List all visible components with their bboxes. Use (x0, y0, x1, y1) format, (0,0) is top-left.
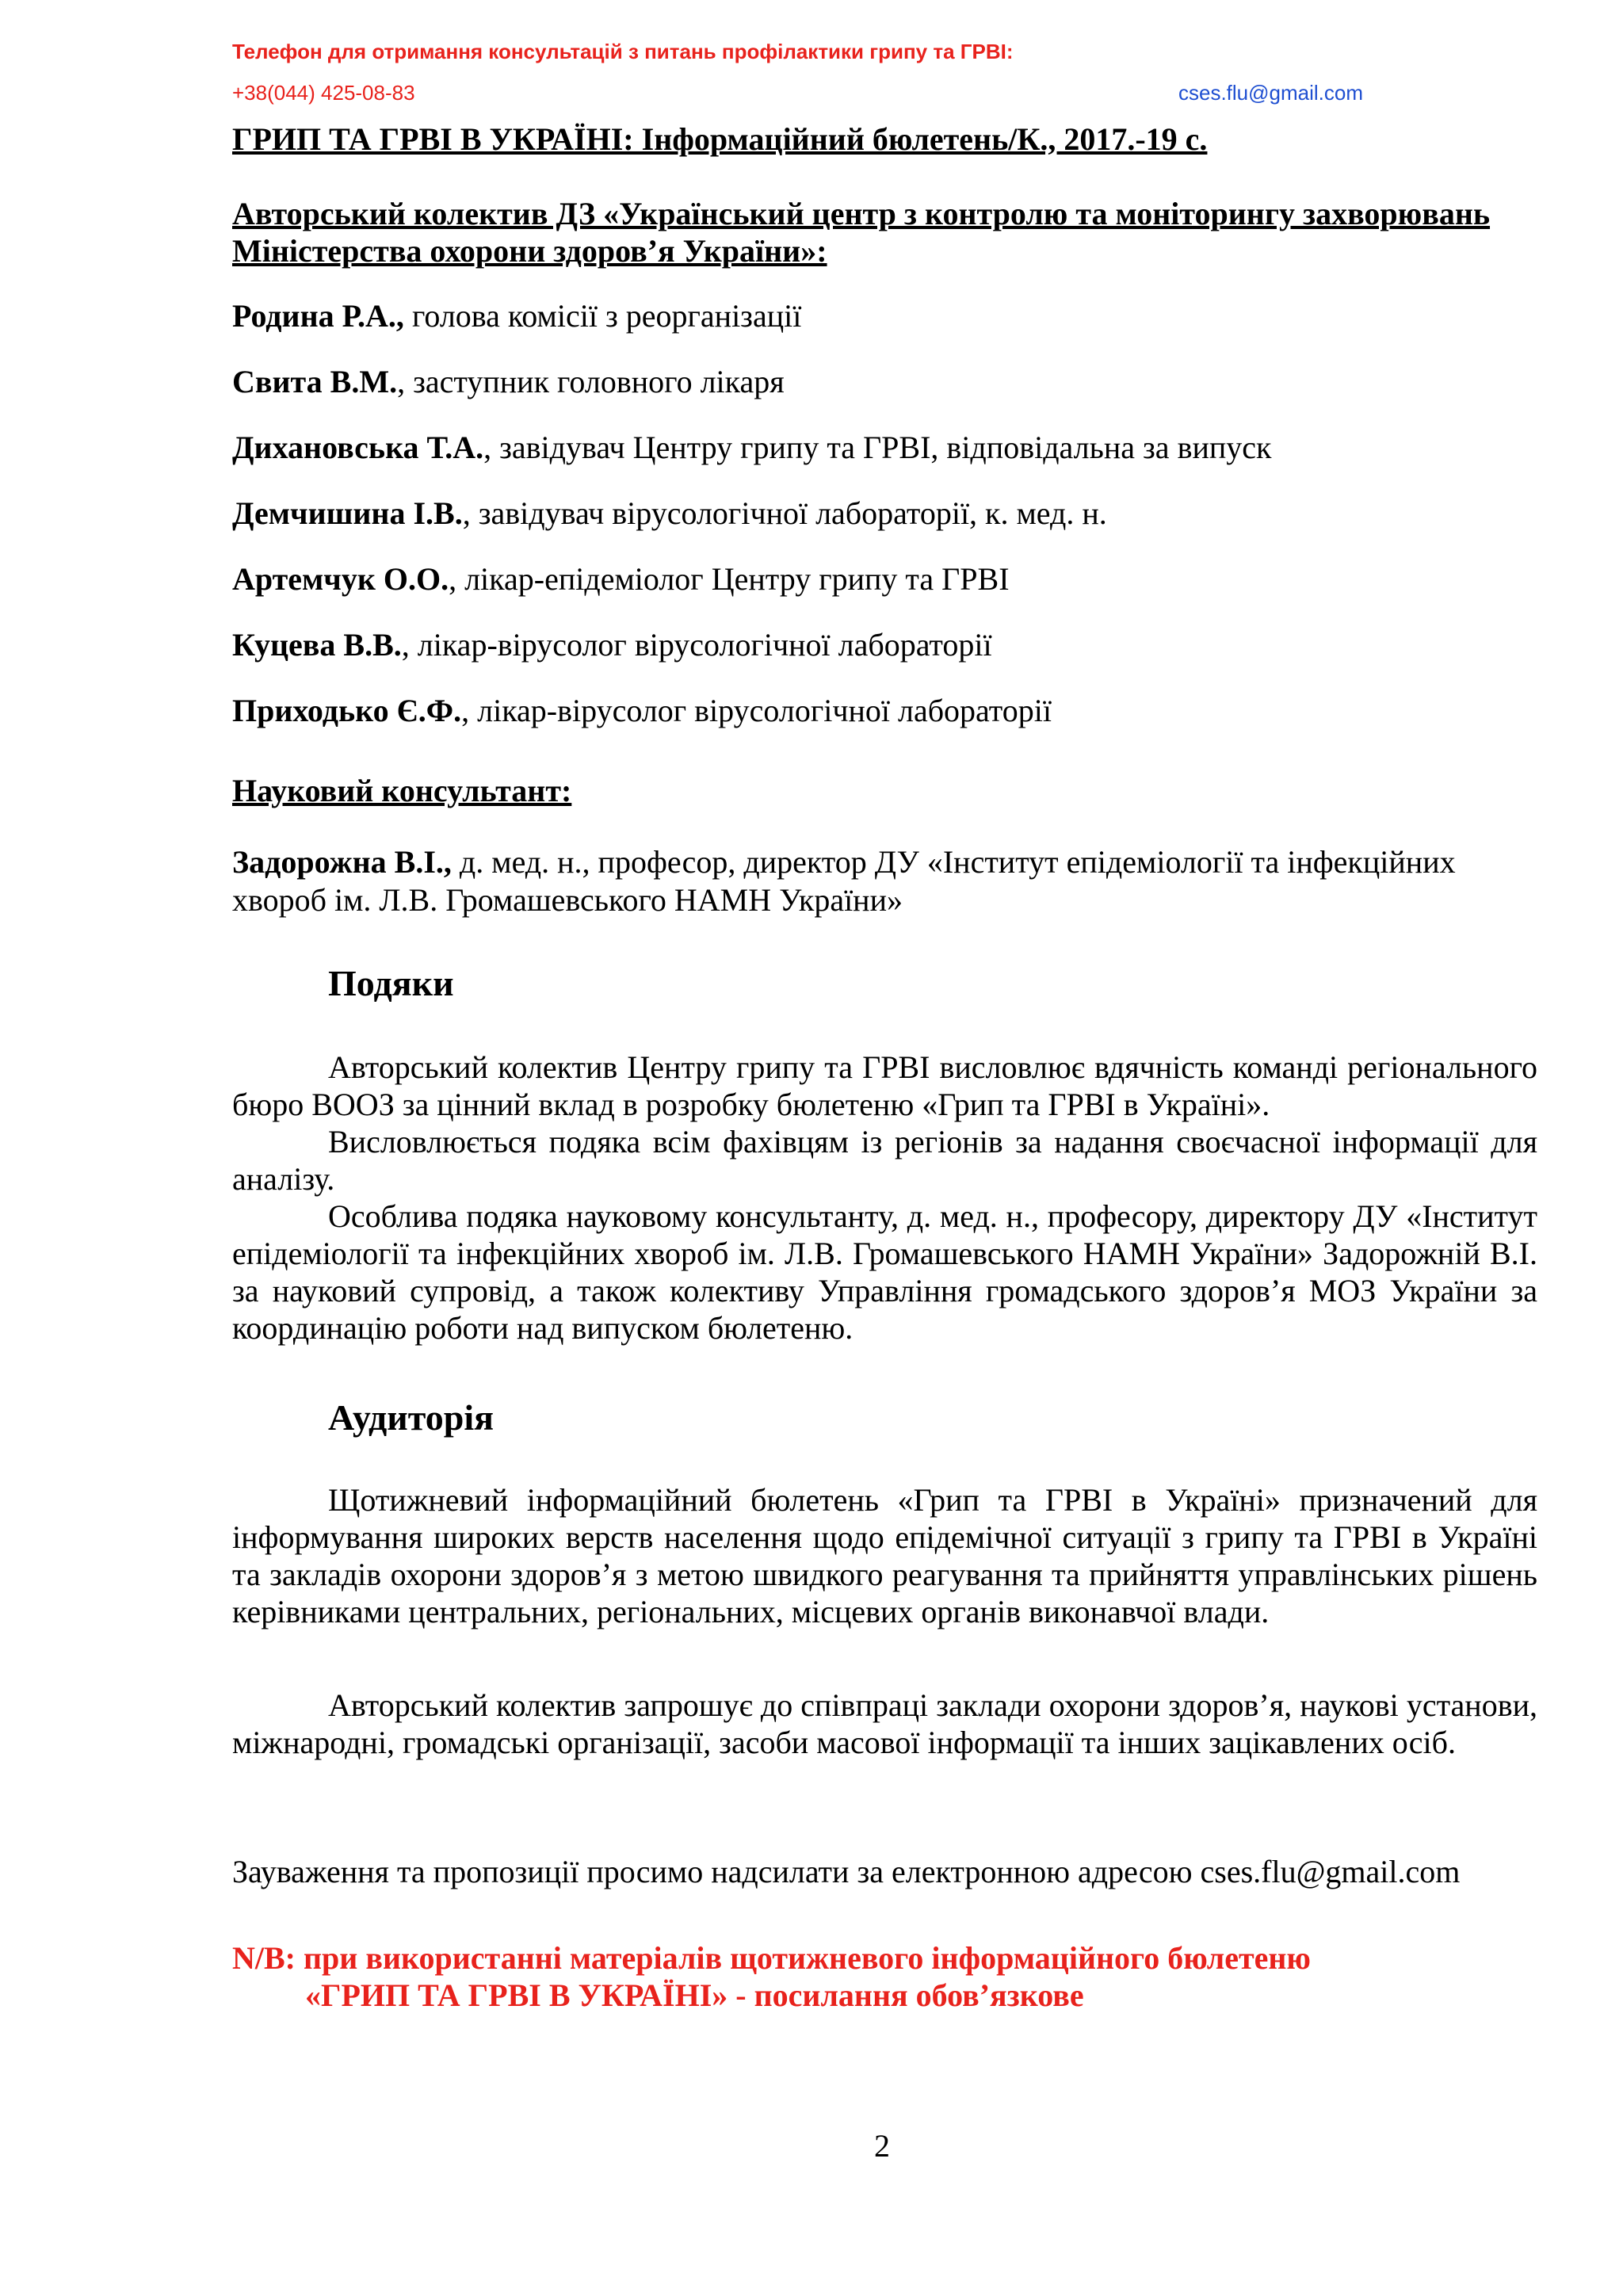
author-entry (232, 692, 1052, 729)
consultant-name: Задорожна В.І., (232, 844, 452, 880)
author-role: голова комісії з реорганізації (403, 298, 802, 334)
author-role: , завідувач вірусологічної лабораторії, к. мед. н. (462, 495, 1107, 531)
author-entry (232, 626, 992, 663)
contact-line: Зауваження та пропозиції просимо надсилати за електронною адресою cses.flu@gmail.com (232, 1854, 1461, 1889)
hotline-phone: +38(044) 425-08-83 (232, 81, 415, 105)
page-number: 2 (874, 2128, 890, 2164)
author-entry (232, 495, 1107, 532)
author-role: , лікар-вірусолог вірусологічної лабораторії (461, 693, 1052, 728)
author-entry (232, 363, 785, 400)
author-name: Куцева В.В. (232, 627, 402, 663)
authors-heading-line1: Авторський колектив ДЗ «Український центр з контролю та моніторингу захворювань (232, 196, 1491, 231)
thanks-heading: Подяки (328, 963, 454, 1003)
author-name: Родина Р.А., (232, 298, 404, 334)
thanks-paragraph: Особлива подяка науковому консультанту, д. мед. н., професору, директору ДУ «Інститут епідеміології та інфекційних хвороб ім. Л.В. Громашевського НАМН України» Задорожній В.І. за науковий супровід, а також колективу Управління громадського здоров’я МОЗ України за координацію роботи над випуском бюлетеню. (232, 1198, 1537, 1346)
author-role: , лікар-вірусолог вірусологічної лабораторії (401, 627, 992, 663)
thanks-paragraph: Авторський колектив Центру грипу та ГРВІ висловлює вдячність команді регіонального бюро ВООЗ за цінний вклад в розробку бюлетеню «Грип та ГРВІ в Україні». (232, 1049, 1537, 1122)
author-name: Приходько Є.Ф. (232, 693, 462, 728)
authors-heading (232, 195, 1490, 269)
hotline-title: Телефон для отримання консультацій з питань профілактики грипу та ГРВІ: (232, 40, 1014, 63)
author-role: , заступник головного лікаря (397, 364, 785, 399)
author-entry (232, 560, 1010, 598)
audience-heading: Аудиторія (328, 1397, 495, 1438)
author-entry (232, 297, 801, 334)
nb-notice-line1: N/B: при використанні матеріалів щотижневого інформаційного бюлетеню (232, 1940, 1311, 1976)
author-name: Дихановська Т.А. (232, 430, 484, 465)
document-title: ГРИП ТА ГРВІ В УКРАЇНІ: Інформаційний бюлетень/К., 2017.-19 с. (232, 121, 1208, 157)
author-entry (232, 429, 1271, 466)
audience-paragraph: Авторський колектив запрошує до співпраці заклади охорони здоров’я, наукові установи, міжнародні, громадські організації, засоби масової інформації та інших зацікавлених осіб. (232, 1687, 1537, 1760)
audience-paragraph: Щотижневий інформаційний бюлетень «Грип та ГРВІ в Україні» призначений для інформування широких верств населення щодо епідемічної ситуації з грипу та ГРВІ в Україні та закладів охорони здоров’я з метою швидкого реагування та прийняття управлінських рішень керівниками центральних, регіональних, місцевих органів виконавчої влади. (232, 1482, 1537, 1629)
scientific-consultant (232, 843, 1532, 919)
author-name: Демчишина І.В. (232, 495, 463, 531)
consultant-description: д. мед. н., професор, директор ДУ «Інститут епідеміології та інфекційних хвороб ім. Л.В. Громашевського НАМН України» (232, 844, 1456, 918)
thanks-paragraph: Висловлюється подяка всім фахівцям із регіонів за надання своєчасної інформації для аналізу. (232, 1124, 1537, 1197)
author-role: , лікар-епідеміолог Центру грипу та ГРВІ (449, 561, 1010, 597)
author-name: Свита В.М. (232, 364, 398, 399)
authors-heading-line2: Міністерства охорони здоров’я України»: (232, 233, 827, 269)
nb-notice-line2: «ГРИП ТА ГРВІ В УКРАЇНІ» - посилання обов’язкове (305, 1977, 1084, 2013)
contact-email-link[interactable]: cses.flu@gmail.com (1178, 81, 1364, 105)
scientific-consultant-heading: Науковий консультант: (232, 773, 572, 808)
author-role: , завідувач Центру грипу та ГРВІ, відповідальна за випуск (483, 430, 1272, 465)
author-name: Артемчук О.О. (232, 561, 449, 597)
